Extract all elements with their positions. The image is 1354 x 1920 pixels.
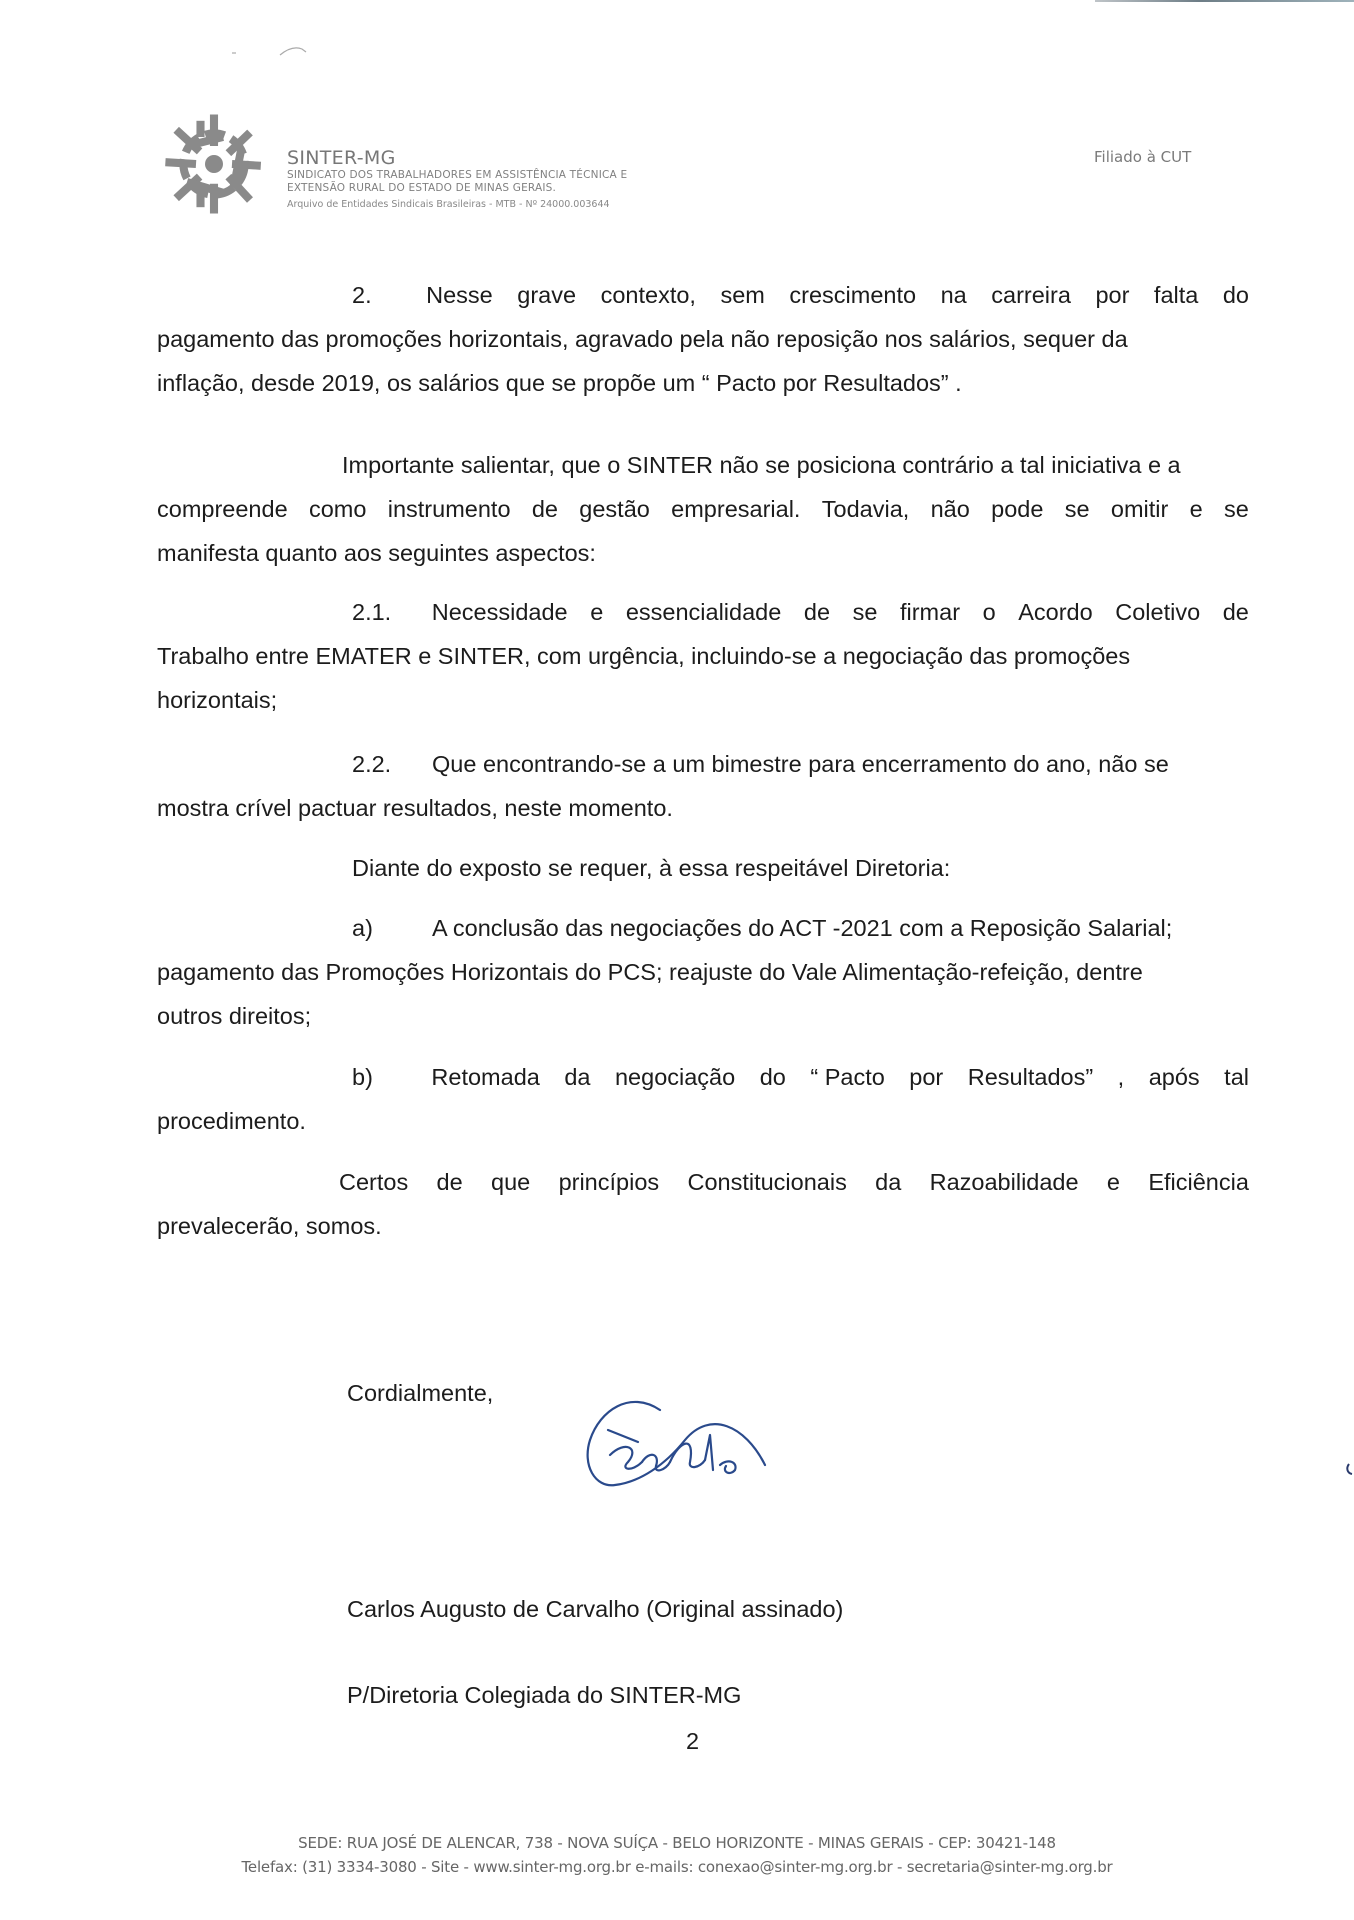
paragraph-2-1	[157, 590, 1249, 722]
word: por	[1095, 282, 1130, 308]
paragraph-2-1-line3: horizontais;	[157, 687, 278, 713]
paragraph-certos-line1	[157, 1160, 1249, 1204]
paragraph-certos-line2: prevalecerão, somos.	[157, 1213, 382, 1239]
word: de	[803, 599, 831, 625]
item-label: a)	[352, 915, 373, 941]
paragraph-diante	[157, 846, 1249, 890]
word: Nesse	[426, 282, 493, 308]
word: sem	[720, 282, 765, 308]
scan-edge-rule	[1095, 0, 1354, 2]
word: firmar	[899, 599, 961, 625]
word: Retomada	[431, 1064, 540, 1090]
paragraph-number: 2.2.	[352, 751, 392, 777]
word: Razoabilidade	[929, 1169, 1079, 1195]
org-full-name-line1: SINDICATO DOS TRABALHADORES EM ASSISTÊNCIA TÉCNICA E	[287, 169, 628, 181]
request-item-a-line2: pagamento das Promoções Horizontais do PCS; reajuste do Vale Alimentação-refeição, dentre	[157, 959, 1143, 985]
salutation: Cordialmente,	[347, 1380, 494, 1406]
org-registration: Arquivo de Entidades Sindicais Brasileiras - MTB - Nº 24000.003644	[287, 199, 610, 210]
word: tal	[1224, 1064, 1249, 1090]
word: do	[759, 1064, 786, 1090]
word: “ Pacto	[810, 1064, 885, 1090]
request-item-b	[157, 1055, 1249, 1143]
word: omitir	[1110, 496, 1169, 522]
word: como	[308, 496, 367, 522]
paragraph-2-2	[157, 742, 1249, 830]
word: da	[875, 1169, 902, 1195]
paragraph-importante	[157, 443, 1249, 575]
organization-header	[287, 147, 627, 213]
paragraph-2-line3: inflação, desde 2019, os salários que se propõe um “ Pacto por Resultados” .	[157, 370, 962, 396]
word: após	[1148, 1064, 1200, 1090]
paragraph-2-2-line2: mostra crível pactuar resultados, neste momento.	[157, 795, 673, 821]
word: ,	[1117, 1064, 1125, 1090]
word: o	[982, 599, 996, 625]
org-full-name-line2: EXTENSÃO RURAL DO ESTADO DE MINAS GERAIS.	[287, 182, 557, 194]
paragraph-2-1-line2: Trabalho entre EMATER e SINTER, com urgência, incluindo-se a negociação das promoções	[157, 643, 1131, 669]
word: de	[531, 496, 558, 522]
word: não	[930, 496, 970, 522]
word: de	[1222, 599, 1249, 625]
paragraph-importante-line2	[157, 487, 1249, 531]
word: negociação	[614, 1064, 736, 1090]
paragraph-2-line2: pagamento das promoções horizontais, agravado pela não reposição nos salários, sequer da	[157, 326, 1128, 352]
paragraph-number: 2.1.	[352, 599, 392, 625]
request-item-b-line2: procedimento.	[157, 1108, 306, 1134]
word: se	[1224, 496, 1249, 522]
paragraph-importante-line3: manifesta quanto aos seguintes aspectos:	[157, 540, 596, 566]
request-item-a	[157, 906, 1249, 1038]
word: gestão	[579, 496, 650, 522]
word: grave	[517, 282, 577, 308]
request-item-b-line1	[157, 1055, 1249, 1099]
footer-address: SEDE: RUA JOSÉ DE ALENCAR, 738 - NOVA SUÍÇA - BELO HORIZONTE - MINAS GERAIS - CEP: 30421-148	[298, 1834, 1056, 1852]
scan-artifact-mark	[230, 35, 320, 60]
handwritten-signature-icon	[570, 1370, 820, 1500]
word: da	[564, 1064, 591, 1090]
word: Certos	[339, 1169, 409, 1195]
word: na	[940, 282, 967, 308]
word: Eficiência	[1148, 1169, 1249, 1195]
signer-name: Carlos Augusto de Carvalho (Original assinado)	[347, 1596, 844, 1622]
word: crescimento	[789, 282, 917, 308]
word: instrumento	[387, 496, 511, 522]
word: Constitucionais	[687, 1169, 847, 1195]
paragraph-diante-text: Diante do exposto se requer, à essa respeitável Diretoria:	[352, 855, 951, 881]
word: de	[436, 1169, 463, 1195]
word: se	[852, 599, 878, 625]
word: essencialidade	[625, 599, 782, 625]
word: Coletivo	[1115, 599, 1201, 625]
request-item-a-text: A conclusão das negociações do ACT -2021 com a Reposição Salarial;	[432, 915, 1173, 941]
word: do	[1222, 282, 1249, 308]
word: e	[1106, 1169, 1120, 1195]
word: carreira	[991, 282, 1071, 308]
affiliation-label: Filiado à CUT	[1094, 148, 1192, 166]
word: princípios	[558, 1169, 660, 1195]
word: Acordo	[1018, 599, 1093, 625]
word: por	[909, 1064, 944, 1090]
paragraph-2	[157, 273, 1249, 405]
word: e	[590, 599, 604, 625]
word: Resultados”	[967, 1064, 1094, 1090]
paragraph-number: 2.	[352, 282, 372, 308]
paragraph-2-2-text: Que encontrando-se a um bimestre para encerramento do ano, não se	[432, 751, 1169, 777]
paragraph-2-line1	[157, 273, 1249, 317]
footer-contacts: Telefax: (31) 3334-3080 - Site - www.sinter-mg.org.br e-mails: conexao@sinter-mg.org.br - secretaria@sinter-mg.org.br	[241, 1858, 1113, 1876]
page-number: 2	[685, 1728, 700, 1754]
word: contexto,	[600, 282, 696, 308]
word: e	[1189, 496, 1203, 522]
word: Necessidade	[431, 599, 568, 625]
word: compreende	[157, 496, 288, 522]
request-item-a-line3: outros direitos;	[157, 1003, 312, 1029]
word: pode	[991, 496, 1044, 522]
request-item-a-line1	[157, 906, 1249, 950]
word: que	[491, 1169, 531, 1195]
org-name: SINTER-MG	[287, 147, 396, 169]
word: empresarial.	[671, 496, 801, 522]
signer-role: P/Diretoria Colegiada do SINTER-MG	[347, 1682, 742, 1708]
word: se	[1064, 496, 1090, 522]
paragraph-2-2-line1	[157, 742, 1249, 786]
paragraph-2-1-line1	[157, 590, 1249, 634]
scan-edge-mark	[1345, 1462, 1354, 1476]
paragraph-importante-line1: Importante salientar, que o SINTER não se posiciona contrário a tal iniciativa e a	[342, 452, 1181, 478]
paragraph-certos	[157, 1160, 1249, 1248]
woven-wheel-logo-icon	[160, 110, 268, 218]
word: falta	[1153, 282, 1199, 308]
item-label: b)	[352, 1064, 373, 1090]
word: Todavia,	[821, 496, 910, 522]
